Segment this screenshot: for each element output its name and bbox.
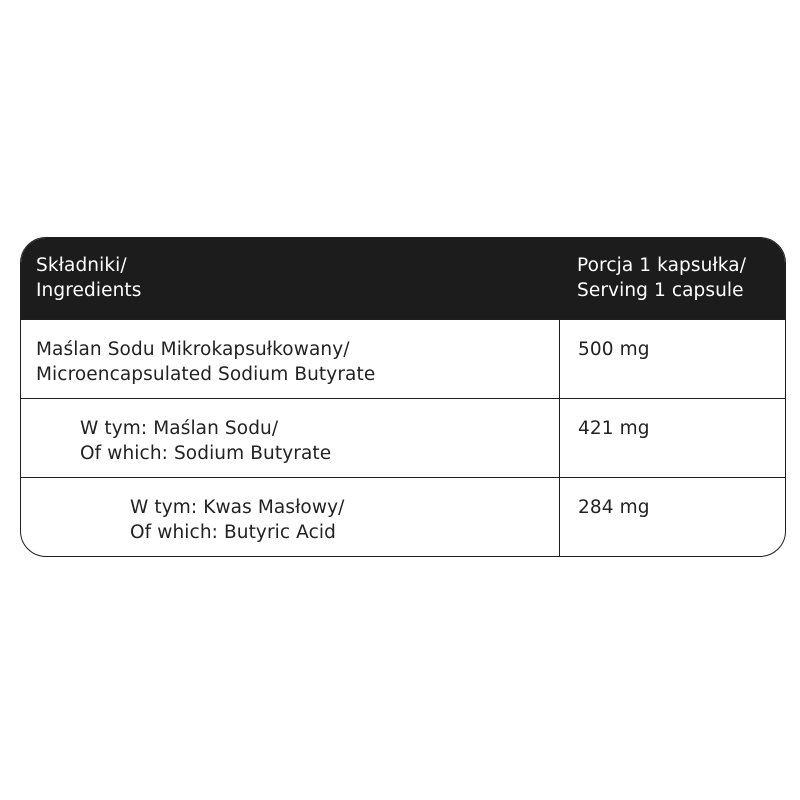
ingredient-amount-cell: 421 mg	[578, 418, 650, 439]
ingredient-name-line-1: Maślan Sodu Mikrokapsułkowany/	[36, 339, 350, 360]
table-row	[21, 398, 785, 477]
ingredient-name-line-1: W tym: Maślan Sodu/	[80, 418, 279, 439]
table-header-row	[21, 238, 785, 319]
ingredient-amount-cell: 284 mg	[578, 497, 650, 518]
ingredient-name-line-2: Microencapsulated Sodium Butyrate	[36, 364, 376, 385]
ingredients-table	[20, 237, 786, 557]
ingredient-amount-cell: 500 mg	[578, 339, 650, 360]
ingredient-name-line-2: Of which: Sodium Butyrate	[80, 443, 332, 464]
serving-header-line-2: Serving 1 capsule	[577, 280, 744, 301]
ingredient-name-cell	[21, 399, 560, 477]
ingredient-name-cell	[21, 478, 560, 556]
table-row	[21, 319, 785, 398]
ingredients-header-line-2: Ingredients	[36, 280, 142, 301]
ingredient-name-line-2: Of which: Butyric Acid	[130, 522, 336, 543]
ingredient-name-line-1: W tym: Kwas Masłowy/	[130, 497, 345, 518]
serving-header-line-1: Porcja 1 kapsułka/	[577, 255, 747, 276]
serving-column-header	[560, 238, 785, 319]
ingredients-column-header	[21, 238, 560, 319]
table-row	[21, 477, 785, 556]
ingredients-header-line-1: Składniki/	[36, 255, 127, 276]
ingredient-name-cell	[21, 320, 560, 398]
